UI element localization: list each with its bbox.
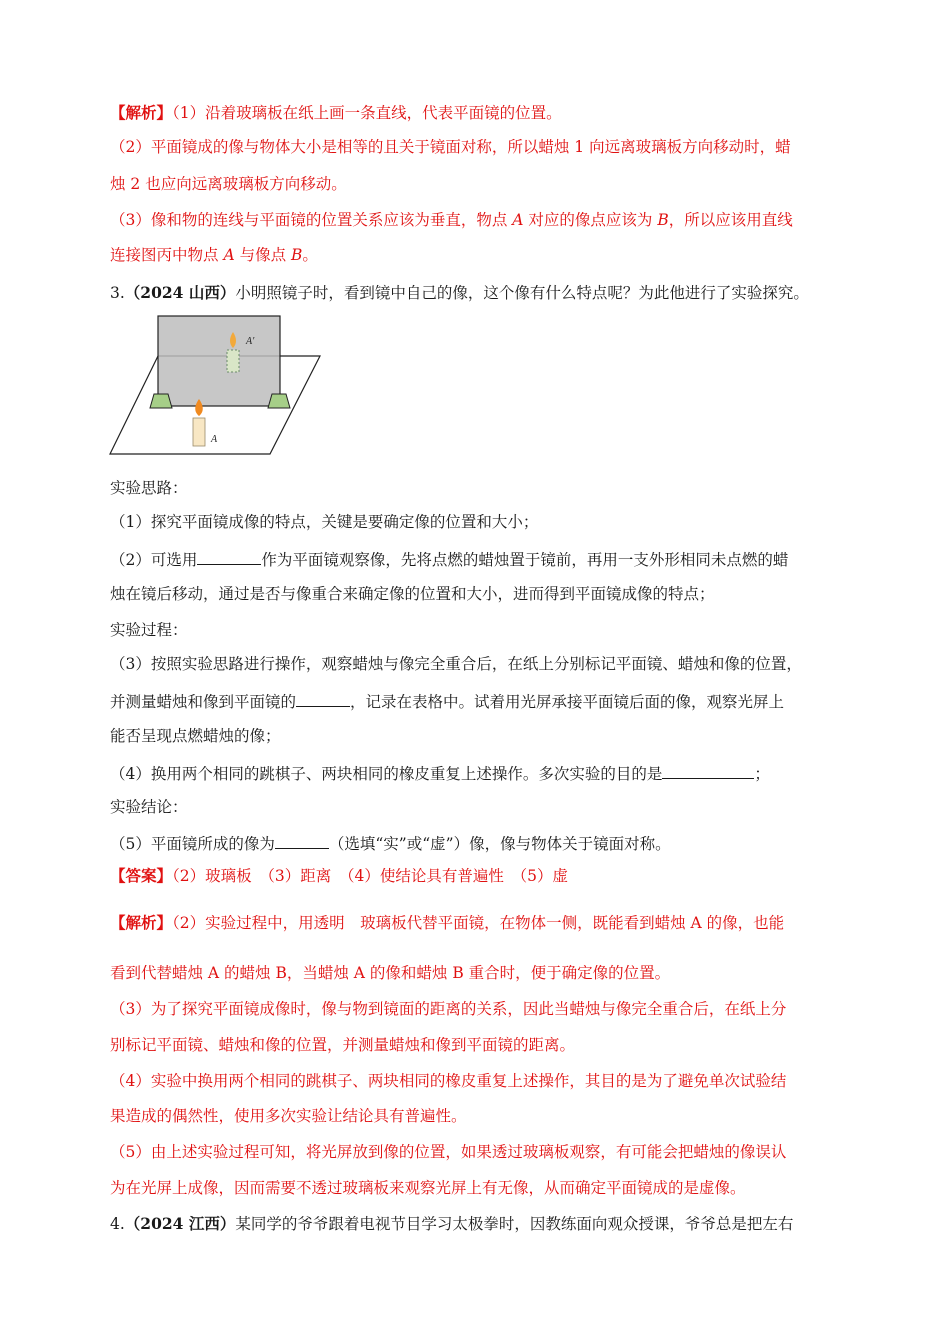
answer-line xyxy=(110,866,568,886)
point-a-label: A xyxy=(223,246,235,264)
analysis-2-line-3: （3）为了探究平面镜成像时，像与物到镜面的距离的关系，因此当蜡烛与像完全重合后，在纸上分 xyxy=(110,1000,787,1018)
analysis-text: （2）实验过程中，用透明 玻璃板代替平面镜，在物体一侧，既能看到蜡烛 A 的像，也能 xyxy=(172,914,785,932)
question-source: （2024 山西） xyxy=(124,283,236,302)
analysis-line-2: （2）平面镜成的像与物体大小是相等的且关于镜面对称，所以蜡烛 1 向远离玻璃板方向移动时，蜡 xyxy=(110,138,791,156)
analysis-text: 与像点 xyxy=(234,246,291,264)
analysis-text: 连接图丙中物点 xyxy=(110,246,224,264)
step-text: （2）可选用 xyxy=(110,551,198,569)
analysis-text: 。 xyxy=(302,246,318,264)
real-candle xyxy=(193,418,205,446)
process-heading: 实验过程： xyxy=(110,621,188,639)
question-text: 小明照镜子时，看到镜中自己的像，这个像有什么特点呢？为此他进行了实验探究。 xyxy=(235,284,809,302)
answer-blank-4[interactable] xyxy=(275,832,329,849)
question-3-stem xyxy=(110,283,809,303)
analysis-2-line-1 xyxy=(110,913,784,933)
question-text: 某同学的爷爷跟着电视节目学习太极拳时，因教练面向观众授课，爷爷总是把左右 xyxy=(235,1215,794,1233)
analysis-tag: 【解析】 xyxy=(110,103,173,122)
analysis-text: 对应的像点应该为 xyxy=(523,211,658,229)
analysis-line-4 xyxy=(110,210,793,230)
analysis-line-5 xyxy=(110,245,318,265)
step-2-line-1 xyxy=(110,548,788,570)
step-text: 作为平面镜观察像，先将点燃的蜡烛置于镜前，再用一支外形相同未点燃的蜡 xyxy=(261,551,789,569)
answer-blank-3[interactable] xyxy=(662,762,754,779)
point-a-label: A xyxy=(512,211,524,229)
analysis-text: （3）像和物的连线与平面镜的位置关系应该为垂直，物点 xyxy=(110,211,513,229)
thinking-heading: 实验思路： xyxy=(110,479,188,497)
question-4-stem xyxy=(110,1214,793,1234)
question-number: 4. xyxy=(110,1215,125,1233)
right-stand xyxy=(268,394,290,408)
answer-text: （2）玻璃板 （3）距离 （4）使结论具有普遍性 （5）虚 xyxy=(172,867,568,885)
analysis-line-3: 烛 2 也应向远离玻璃板方向移动。 xyxy=(110,175,347,193)
step-text: ，记录在表格中。试着用光屏承接平面镜后面的像，观察光屏上 xyxy=(350,693,785,711)
step-text: （5）平面镜所成的像为 xyxy=(110,835,275,853)
analysis-2-line-4: 别标记平面镜、蜡烛和像的位置，并测量蜡烛和像到平面镜的距离。 xyxy=(110,1036,576,1054)
answer-blank-2[interactable] xyxy=(296,690,350,707)
image-candle xyxy=(227,350,239,372)
glass-plate xyxy=(158,316,280,406)
step-4 xyxy=(110,762,770,784)
mirror-experiment-figure xyxy=(108,310,322,458)
left-stand xyxy=(150,394,172,408)
question-number: 3. xyxy=(110,284,125,302)
analysis-line-1 xyxy=(110,103,562,123)
analysis-text: ，所以应该用直线 xyxy=(668,211,793,229)
step-1: （1）探究平面镜成像的特点，关键是要确定像的位置和大小； xyxy=(110,513,539,531)
step-5 xyxy=(110,832,671,854)
step-text: 并测量蜡烛和像到平面镜的 xyxy=(110,693,297,711)
step-text: （4）换用两个相同的跳棋子、两块相同的橡皮重复上述操作。多次实验的目的是 xyxy=(110,765,663,783)
analysis-text: （1）沿着玻璃板在纸上画一条直线，代表平面镜的位置。 xyxy=(172,104,562,122)
answer-blank-1[interactable] xyxy=(197,548,261,565)
question-source: （2024 江西） xyxy=(124,1214,236,1233)
step-3-line-3: 能否呈现点燃蜡烛的像； xyxy=(110,727,281,745)
point-b-label: B xyxy=(657,211,669,229)
image-label: A′ xyxy=(246,336,255,347)
analysis-2-line-7: （5）由上述实验过程可知，将光屏放到像的位置，如果透过玻璃板观察，有可能会把蜡烛的像误认 xyxy=(110,1143,787,1161)
analysis-tag: 【解析】 xyxy=(110,913,173,932)
answer-tag: 【答案】 xyxy=(110,866,173,885)
step-text: （选填“实”或“虚”）像，像与物体关于镜面对称。 xyxy=(328,835,671,853)
step-2-line-2: 烛在镜后移动，通过是否与像重合来确定像的位置和大小，进而得到平面镜成像的特点； xyxy=(110,585,715,603)
analysis-2-line-6: 果造成的偶然性，使用多次实验让结论具有普遍性。 xyxy=(110,1107,467,1125)
analysis-2-line-5: （4）实验中换用两个相同的跳棋子、两块相同的橡皮重复上述操作，其目的是为了避免单次试验结 xyxy=(110,1072,787,1090)
step-3-line-1: （3）按照实验思路进行操作，观察蜡烛与像完全重合后，在纸上分别标记平面镜、蜡烛和像的位置， xyxy=(110,655,802,673)
step-text: ； xyxy=(754,765,770,783)
point-b-label: B xyxy=(291,246,303,264)
analysis-2-line-2: 看到代替蜡烛 A 的蜡烛 B，当蜡烛 A 的像和蜡烛 B 重合时，便于确定像的位置。 xyxy=(110,964,671,982)
analysis-2-line-8: 为在光屏上成像，因而需要不透过玻璃板来观察光屏上有无像，从而确定平面镜成的是虚像。 xyxy=(110,1179,746,1197)
step-3-line-2 xyxy=(110,690,784,712)
conclusion-heading: 实验结论： xyxy=(110,798,188,816)
object-label: A xyxy=(211,434,218,445)
